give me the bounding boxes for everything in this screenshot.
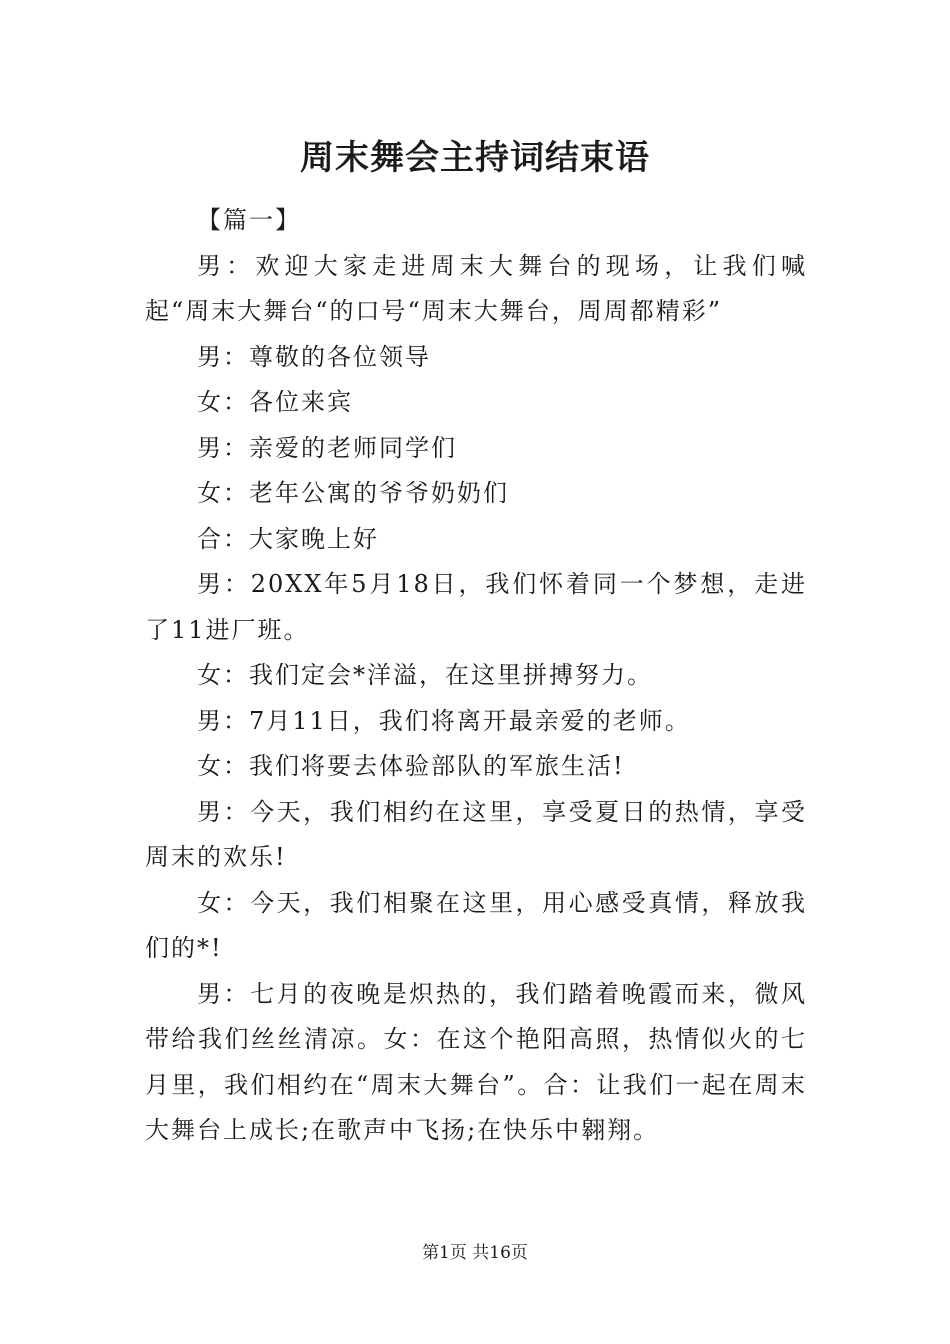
paragraph: 男：今天，我们相约在这里，享受夏日的热情，享受周末的欢乐!: [145, 797, 807, 871]
paragraph: 女：各位来宾: [197, 388, 353, 416]
paragraph: 男：尊敬的各位领导: [197, 342, 431, 371]
paragraph: 女：老年公寓的爷爷奶奶们: [197, 479, 509, 507]
paragraph: 女：今天，我们相聚在这里，用心感受真情，释放我们的*!: [145, 888, 807, 962]
paragraph: 男：20XX年5月18日，我们怀着同一个梦想，走进了11进厂班。: [145, 570, 807, 644]
paragraph: 合：大家晚上好: [197, 524, 379, 553]
document-title: 周末舞会主持词结束语: [300, 138, 650, 178]
paragraph: 男：7月11日，我们将离开最亲爱的老师。: [197, 706, 691, 735]
document-body: [145, 198, 807, 1154]
page-count: 共16页: [472, 1243, 528, 1263]
section-heading: 【篇一】: [197, 206, 301, 234]
paragraph: 男：亲爱的老师同学们: [197, 433, 457, 462]
page-number: 第1页: [422, 1243, 467, 1263]
paragraph: 男：欢迎大家走进周末大舞台的现场，让我们喊起“周末大舞台“的口号“周末大舞台，周周都精彩”: [145, 251, 807, 325]
paragraph: 女：我们定会*洋溢，在这里拼搏努力。: [197, 661, 653, 689]
paragraph: 男：七月的夜晚是炽热的，我们踏着晚霞而来，微风带给我们丝丝清凉。女：在这个艳阳高照，热情似火的七月里，我们相约在“周末大舞台”。合：让我们一起在周末大舞台上成长;在歌声中飞扬;在快乐中翱翔。: [145, 979, 807, 1144]
paragraph: 女：我们将要去体验部队的军旅生活!: [197, 752, 625, 780]
page-footer: [0, 1241, 950, 1265]
